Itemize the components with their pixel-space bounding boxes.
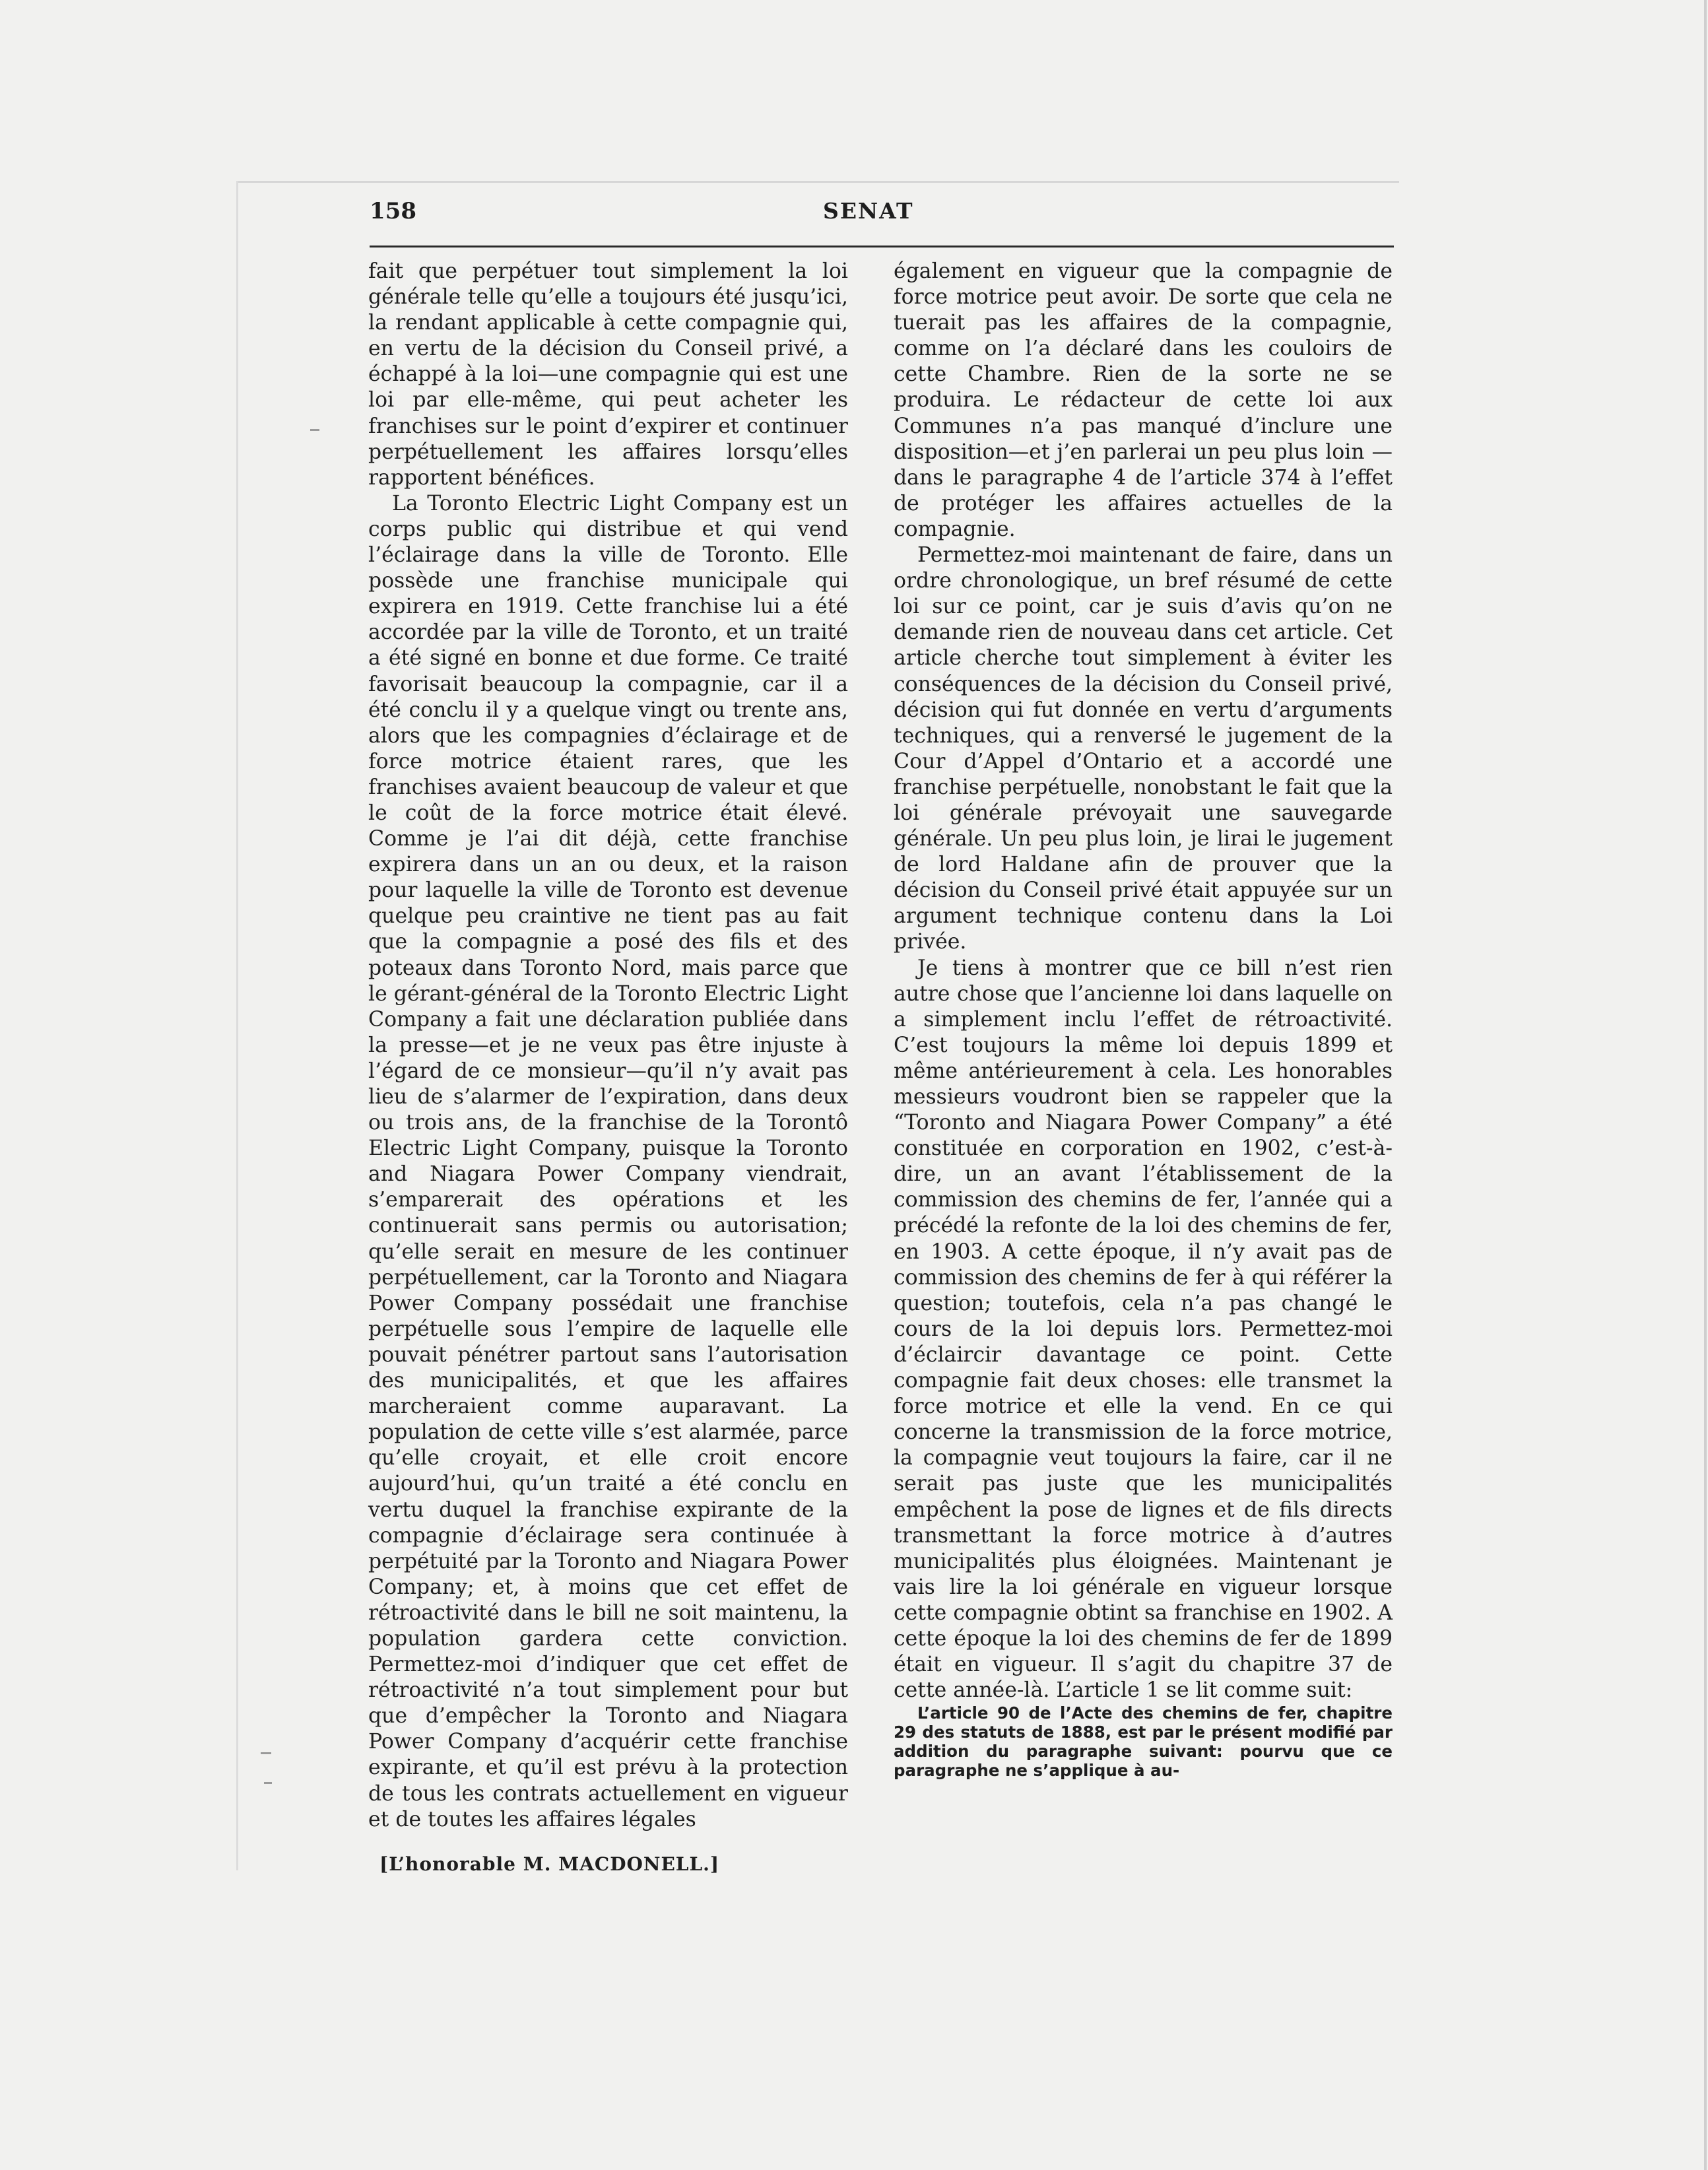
speaker-signature: [L’honorable M. MACDONELL.]: [379, 1853, 720, 1875]
header-rule: [370, 246, 1394, 247]
paragraph: Permettez-moi maintenant de faire, dans un ordre chronologique, un bref résumé de cette loi sur ce point, car je suis d’avis qu’on ne demande rien de nouveau dans cet article. Cet article cherche tout simplement à éviter les conséquences de la décision du Conseil privé, décision qui fut donnée en vertu d’arguments techniques, qui a renversé le jugement de la Cour d’Appel d’Ontario et a accordé une franchise perpétuelle, nonobstant le fait que la loi générale prévoyait une sauvegarde générale. Un peu plus loin, je lirai le jugement de lord Haldane afin de prouver que la décision du Conseil privé était appuyée sur un argument technique contenu dans la Loi privée.: [894, 543, 1393, 954]
crop-line-top: [238, 181, 1399, 183]
right-column: [894, 259, 1393, 1780]
page-number: 158: [370, 198, 416, 224]
paragraph: Je tiens à montrer que ce bill n’est rien autre chose que l’ancienne loi dans laquelle on a simplement inclu l’effet de rétroactivité. C’est toujours la même loi depuis 1899 et même antérieurement à cela. Les honorables messieurs voudront bien se rappeler que la “Toronto and Niagara Power Company” a été constituée en corporation en 1902, c’est-à-dire, un an avant l’établissement de la commission des chemins de fer, l’année qui a précédé la refonte de la loi des chemins de fer, en 1903. A cette époque, il n’y avait pas de commission des chemins de fer à qui référer la question; toutefois, cela n’a pas changé le cours de la loi depuis lors. Permettez-moi d’éclaircir davantage ce point. Cette compagnie fait deux choses: elle transmet la force motrice et elle la vend. En ce qui concerne la transmission de la force motrice, la compagnie veut toujours la faire, car il ne serait pas juste que les municipalités empêchent la pose de lignes et de fils directs transmettant la force motrice à d’autres municipalités plus éloignées. Maintenant je vais lire la loi générale en vigueur lorsque cette compagnie obtint sa franchise en 1902. A cette époque la loi des chemins de fer de 1899 était en vigueur. Il s’agit du chapitre 37 de cette année-là. L’article 1 se lit comme suit:: [894, 956, 1393, 1703]
left-column: [368, 259, 848, 1833]
crop-line-left: [236, 181, 238, 1870]
margin-mark: [261, 1752, 271, 1754]
paragraph: La Toronto Electric Light Company est un corps public qui distribue et qui vend l’éclairage dans la ville de Toronto. Elle possède une franchise municipale qui expirera en 1919. Cette franchise lui a été accordée par la ville de Toronto, et un traité a été signé en bonne et due forme. Ce traité favorisait beaucoup la compagnie, car il a été conclu il y a quelque vingt ou trente ans, alors que les compagnies d’éclairage et de force motrice étaient rares, que les franchises avaient beaucoup de valeur et que le coût de la force motrice était élevé. Comme je l’ai dit déjà, cette franchise expirera dans un an ou deux, et la raison pour laquelle la ville de Toronto est devenue quelque peu craintive ne tient pas au fait que la compagnie a posé des fils et des poteaux dans Toronto Nord, mais parce que le gérant-général de la Toronto Electric Light Company a fait une déclaration publiée dans la presse—et je ne veux pas être injuste à l’égard de ce monsieur—qu’il n’y avait pas lieu de s’alarmer de l’expiration, dans deux ou trois ans, de la franchise de la Torontô Electric Light Company, puisque la Toronto and Niagara Power Company viendrait, s’emparerait des opérations et les continuerait sans permis ou autorisation; qu’elle serait en mesure de les continuer perpétuellement, car la Toronto and Niagara Power Company possédait une franchise perpétuelle sous l’empire de laquelle elle pouvait pénétrer partout sans l’autorisation des municipalités, et que les affaires marcheraient comme auparavant. La population de cette ville s’est alarmée, parce qu’elle croyait, et elle croit encore aujourd’hui, qu’un traité a été conclu en vertu duquel la franchise expirante de la compagnie d’éclairage sera continuée à perpétuité par la Toronto and Niagara Power Company; et, à moins que cet effet de rétroactivité dans le bill ne soit maintenu, la population gardera cette conviction. Permettez-moi d’indiquer que cet effet de rétroactivité n’a tout simplement pour but que d’empêcher la Toronto and Niagara Power Company d’acquérir cette franchise expirante, et qu’il est prévu à la protection de tous les contrats actuellement en vigueur et de toutes les affaires légales: [368, 491, 848, 1831]
scan-edge-right: [1704, 0, 1707, 2170]
paragraph: également en vigueur que la compagnie de force motrice peut avoir. De sorte que cela ne tuerait pas les affaires de la compagnie, comme on l’a déclaré dans les couloirs de cette Chambre. Rien de la sorte ne se produira. Le rédacteur de cette loi aux Communes n’a pas manqué d’inclure une disposition—et j’en parlerai un peu plus loin —dans le paragraphe 4 de l’article 374 à l’effet de protéger les affaires actuelles de la compagnie.: [894, 259, 1393, 541]
statute-quote: L’article 90 de l’Acte des chemins de fer, chapitre 29 des statuts de 1888, est par le présent modifié par addition du paragraphe suivant: pourvu que ce paragraphe ne s’applique à au-: [894, 1703, 1393, 1781]
margin-mark: [264, 1782, 272, 1784]
running-head: SENAT: [823, 198, 914, 224]
margin-mark: [310, 429, 319, 431]
paragraph: fait que perpétuer tout simplement la loi générale telle qu’elle a toujours été jusqu’ici, la rendant applicable à cette compagnie qui, en vertu de la décision du Conseil privé, a échappé à la loi—une compagnie qui est une loi par elle-même, qui peut acheter les franchises sur le point d’expirer et continuer perpétuellement les affaires lorsqu’elles rapportent bénéfices.: [368, 259, 848, 490]
